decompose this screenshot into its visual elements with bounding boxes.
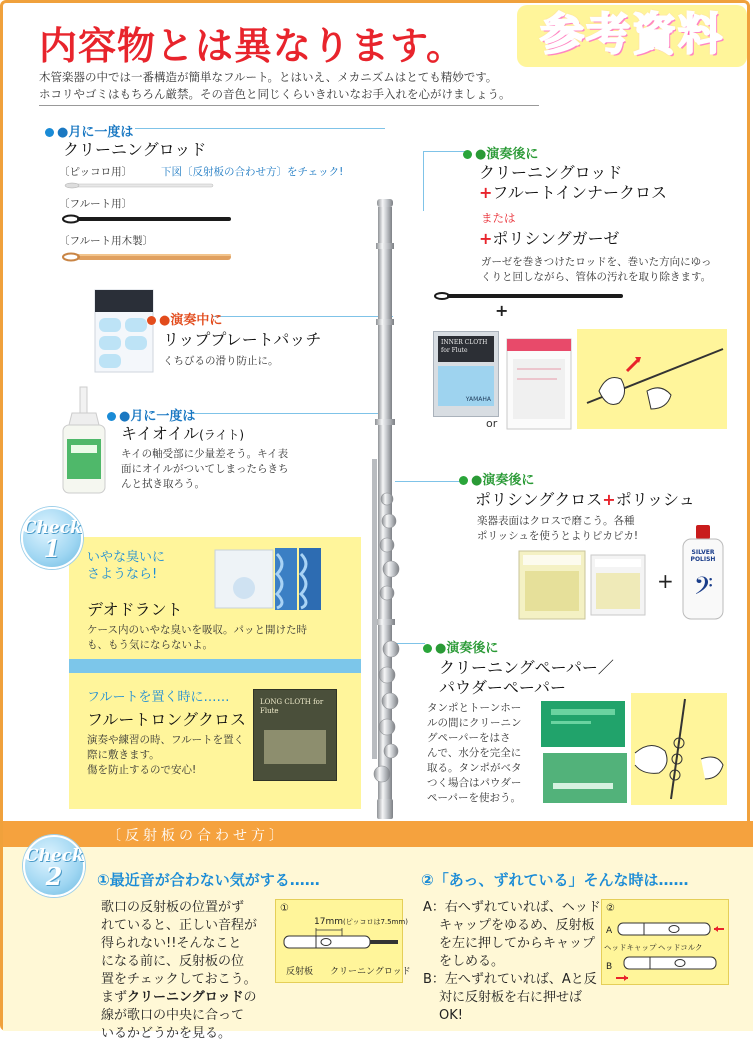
after3-tag-text: ●演奏後に <box>435 641 499 656</box>
diag1-headjoint-image <box>280 928 400 954</box>
after3-title-1: クリーニングペーパー／ <box>439 658 614 677</box>
svg-text:𝄢: 𝄢 <box>693 572 713 607</box>
patch-desc: くちびるの滑り防止に。 <box>163 355 279 367</box>
inner-cloth-package-image <box>433 331 499 417</box>
after2-title <box>475 490 695 510</box>
oil-title <box>121 424 244 445</box>
oil-desc-line-2: 面にオイルがついてしまったらきち <box>121 463 289 475</box>
rod-tag <box>45 121 133 140</box>
leader-line-patch <box>213 316 393 317</box>
silver-polish-bottle-shape <box>681 525 725 621</box>
after2-desc-line-2: ポリッシュを使うとよりピカピカ! <box>477 530 639 542</box>
check2-band-title: 〔反射板の合わせ方〕 <box>107 828 287 844</box>
deodorant-desc-line-1: ケース内のいやな臭いを吸収。パッと開けた時 <box>87 624 307 636</box>
bullet-icon <box>463 150 472 159</box>
sec2-line-a1: A：右へずれていれば、ヘッド <box>423 900 601 915</box>
long-cloth-tag: フルートを置く時に…… <box>87 690 230 705</box>
piccolo-rod-image <box>65 181 215 191</box>
bullet-icon <box>107 412 116 421</box>
sec1-body <box>101 899 269 1043</box>
long-cloth-desc-line-1: 演奏や練習の時、フルートを置く <box>87 734 245 746</box>
diag2-label-cork: ヘッドコルク <box>658 943 703 952</box>
after1-title-3 <box>479 229 619 249</box>
after3-desc-line-1: タンポとトーンホー <box>427 702 522 714</box>
deodorant-title: デオドラント <box>87 600 183 619</box>
rod-flute-label: 〔フルート用〕 <box>59 198 133 210</box>
patch-tag-text: ●演奏中に <box>159 313 223 328</box>
after1-or-label: または <box>481 211 516 225</box>
long-cloth-desc-line-2: 際に敷きます。 <box>87 749 160 761</box>
inner-cloth-brand: YAMAHA <box>438 366 494 406</box>
diag1-number: ① <box>280 903 289 914</box>
flute-rod-image <box>63 213 233 225</box>
after3-desc <box>427 701 539 806</box>
check1-divider <box>69 659 361 673</box>
after3-desc-line-3: グペーパーをはさ <box>427 732 511 744</box>
leader-line-after2 <box>395 481 465 482</box>
diag2-number: ② <box>606 903 615 914</box>
oil-tag <box>107 405 195 424</box>
sec1-line-1: 歌口の反射板の位置がず <box>101 900 245 915</box>
flute-image <box>370 199 400 819</box>
plus-icon: + <box>479 183 493 202</box>
after1-tag-text: ●演奏後に <box>475 147 539 162</box>
sec1-line-6c: の <box>243 990 257 1005</box>
after3-desc-line-2: ルの間にクリーニン <box>427 717 522 729</box>
silver-polish-bottle-image <box>681 525 725 621</box>
plus-icon: + <box>602 490 616 509</box>
after2-tag <box>459 469 534 488</box>
long-cloth-package-image <box>253 689 337 781</box>
oil-desc-line-1: キイの軸受部に少量差そう。キイ表 <box>121 448 289 460</box>
wood-rod-image <box>63 251 233 263</box>
sec1-line-6b: クリーニングロッド <box>127 990 244 1005</box>
deodorant-desc <box>87 623 357 653</box>
sec2-line-a2: キャップをゆるめ、反射板 <box>439 918 595 933</box>
rod-tag-text: ●月に一度は <box>57 125 134 140</box>
rod-piccolo-label: 〔ピッコロ用〕 <box>59 166 133 178</box>
reference-badge: 参考資料 <box>517 5 747 67</box>
silver-polish-label: SILVER POLISH <box>690 549 716 563</box>
rod-title: クリーニングロッド <box>63 140 207 159</box>
deodorant-tag-line-1: いやな臭いに <box>87 550 166 565</box>
patch-title: リッププレートパッチ <box>163 330 322 349</box>
after1-desc-line-2: くりと回しながら、管体の汚れを取り除きます。 <box>481 271 712 283</box>
after1-or-small: or <box>486 417 498 430</box>
long-cloth-title: フルートロングクロス <box>87 710 247 729</box>
sec1-line-6a: まず <box>101 990 128 1005</box>
long-cloth-desc-line-3: 傷を防止するので安心! <box>87 764 197 776</box>
long-cloth-desc <box>87 733 257 778</box>
after3-desc-line-7: ペーパーを使おう。 <box>427 792 521 804</box>
diag2-label-a: A <box>606 926 613 936</box>
intro-text <box>39 69 539 106</box>
diag1-dim-value: 17mm <box>314 917 343 927</box>
long-cloth-package-label: LONG CLOTH for Flute <box>260 698 324 715</box>
sec1-line-5: 置をチェックしておこう。 <box>101 972 257 987</box>
diag1-dim-note: (ピッコロは7.5mm) <box>343 918 408 926</box>
sec1-line-8: いるかどうかを見る。 <box>101 1026 232 1041</box>
check1-badge-word: Check <box>23 518 82 538</box>
bullet-icon <box>147 316 156 325</box>
after3-desc-line-6: つく場合はパウダー <box>427 777 522 789</box>
after2-title-2: ポリッシュ <box>615 490 695 509</box>
sec2-line-b1: B：左へずれていれば、Aと反 <box>423 972 597 987</box>
after3-tag <box>423 637 498 656</box>
diag1-label-reflector: 反射板 <box>286 967 314 977</box>
diagram-1 <box>275 899 411 983</box>
sec1-line-4: になる前に、反射板の位 <box>101 954 245 969</box>
leader-line-after1-v <box>423 151 424 211</box>
plus-icon: + <box>479 229 493 248</box>
bullet-icon <box>459 476 468 485</box>
sec1-title: ①最近音が合わない気がする…… <box>97 871 320 889</box>
deodorant-package-image <box>215 548 325 610</box>
after1-title-1: クリーニングロッド <box>479 163 623 182</box>
diag2-headjoint-a-image <box>616 920 726 940</box>
polishing-cloth-package-2-image <box>591 555 645 615</box>
sec1-line-6 <box>101 989 269 1007</box>
after1-title-2-text: フルートインナークロス <box>492 183 667 202</box>
after2-desc-line-1: 楽器表面はクロスで磨こう。各種 <box>477 515 635 527</box>
leader-line-oil <box>193 413 378 414</box>
long-cloth-swatch <box>264 730 326 764</box>
sec1-line-2: れていると、正しい音程が <box>101 918 258 933</box>
deodorant-desc-line-2: も、もう気にならないよ。 <box>87 639 213 651</box>
polishing-cloth-package-1-image <box>519 551 585 619</box>
after1-plus-sign: + <box>495 301 509 320</box>
diag2-label-cap: ヘッドキャップ <box>604 943 657 952</box>
intro-line-1: 木管楽器の中では一番構造が簡単なフルート。とはいえ、メカニズムはとても精妙です。 <box>39 70 498 84</box>
intro-line-2: ホコリやゴミはもちろん厳禁。その音色と同じくらいきれいなお手入れを心がけましょう。 <box>39 87 511 101</box>
key-oil-bottle-image <box>59 387 109 495</box>
deodorant-tag <box>87 549 165 583</box>
leader-line-rod <box>135 128 385 129</box>
rod-check-note: 下図〔反射板の合わせ方〕をチェック! <box>161 166 344 178</box>
diag2-headjoint-b-image <box>614 954 726 982</box>
after2-plus-sign: + <box>657 569 674 593</box>
lip-patch-package-image <box>95 290 153 372</box>
check2-badge-word: Check <box>25 846 84 866</box>
check1-badge-number: 1 <box>43 534 61 563</box>
after3-title-2: パウダーペーパー <box>439 678 567 697</box>
inner-cloth-package-label: INNER CLOTH for Flute <box>438 336 494 362</box>
sec2-body <box>423 899 601 1025</box>
after2-title-1: ポリシングクロス <box>475 490 603 509</box>
sec1-line-7: 線が歌口の中央に合って <box>101 1008 245 1023</box>
diag1-label-rod: クリーニングロッド <box>330 967 411 977</box>
page-title: 内容物とは異なります。 <box>39 24 465 68</box>
oil-title-suffix: (ライト) <box>199 428 245 442</box>
rod-wood-label: 〔フルート用木製〕 <box>59 235 154 247</box>
check1-badge <box>21 507 83 569</box>
sec2-line-b2: 対に反射板を右に押せば <box>439 990 583 1005</box>
after3-desc-line-4: んで、水分を完全に <box>427 747 522 759</box>
cleaning-paper-package-image <box>541 701 625 747</box>
powder-paper-package-image <box>543 753 627 803</box>
after1-rod-image <box>435 291 625 301</box>
sec2-line-b3: OK! <box>439 1008 463 1023</box>
diag2-label-b: B <box>606 962 613 972</box>
after1-tag <box>463 143 538 162</box>
paper-illustration-image <box>631 693 727 805</box>
after1-desc <box>481 255 721 285</box>
bullet-icon <box>423 644 432 653</box>
bullet-icon <box>45 128 54 137</box>
polishing-gauze-package-image <box>507 339 571 429</box>
oil-title-main: キイオイル <box>121 424 200 443</box>
after2-tag-text: ●演奏後に <box>471 473 535 488</box>
check2-badge <box>23 835 85 897</box>
sec2-line-a4: をしめる。 <box>439 954 505 969</box>
after1-title-3-text: ポリシングガーゼ <box>492 229 620 248</box>
patch-tag <box>147 309 222 328</box>
deodorant-tag-line-2: さようなら! <box>87 567 158 582</box>
diag1-dimension <box>314 917 408 927</box>
sec1-line-3: 得られない!!そんなこと <box>101 936 242 951</box>
sec2-title: ②「あっ、ずれている」そんな時は…… <box>421 871 689 889</box>
check2-badge-number: 2 <box>45 862 63 891</box>
after3-desc-line-5: 取る。タンポがベタ <box>427 762 522 774</box>
oil-desc-line-3: んと拭き取ろう。 <box>121 478 205 490</box>
after2-desc <box>477 514 677 544</box>
cleaning-illustration-image <box>577 329 727 429</box>
sec2-line-a3: を左に押してからキャップ <box>439 936 596 951</box>
after1-title-2 <box>479 183 667 203</box>
diagram-2 <box>601 899 729 985</box>
after1-desc-line-1: ガーゼを巻きつけたロッドを、巻いた方向にゆっ <box>481 256 712 268</box>
oil-desc <box>121 447 321 492</box>
oil-tag-text: ●月に一度は <box>119 409 196 424</box>
leader-line-after1 <box>423 151 465 152</box>
